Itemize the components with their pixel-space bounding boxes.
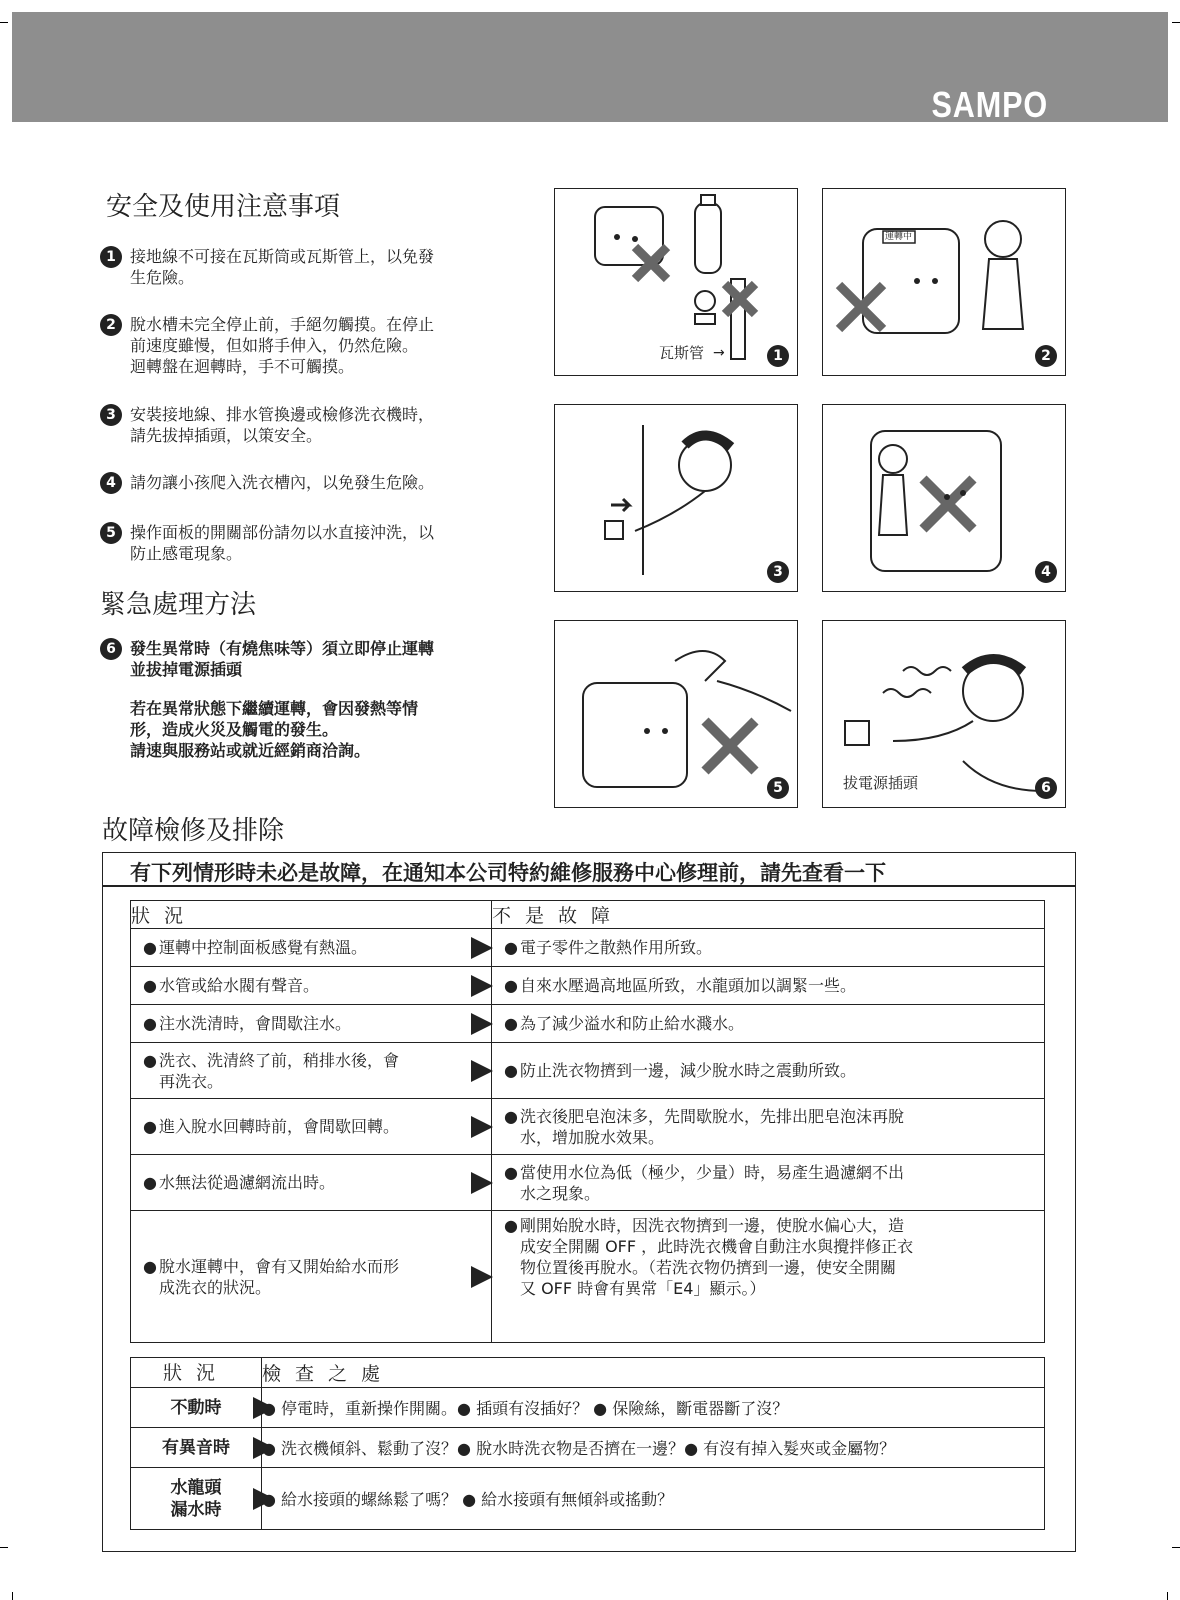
panel-number-badge: 5 [767,777,789,799]
text-line: 前速度雖慢，但如將手伸入，仍然危險。 [130,336,419,355]
crop-mark [1167,1592,1168,1600]
arrow-icon [253,1397,275,1419]
check-points-table [130,1357,1045,1530]
table-row: ● 水無法從過濾網流出時。 ● 當使用水位為低（極少，少量）時，易產生過濾網不出 水之現象。 [131,1155,1045,1211]
situation-text: 脫水運轉中，會有又開始給水而形 [159,1256,400,1276]
illustration-panel-6 [822,620,1066,808]
emergency-title: 緊急處理方法 [100,590,257,620]
explanation-text: 自來水壓過高地區所致，水龍頭加以調緊一些。 [520,976,857,995]
text-line: 迴轉盤在迴轉時，手不可觸摸。 [130,357,355,376]
panel-number-badge: 4 [1035,561,1057,583]
running-tag: 運轉中 [885,232,913,242]
text-line: 若在異常狀態下繼續運轉，會因發熱等情 [130,699,419,718]
explanation-text: 剛開始脫水時，因洗衣物擠到一邊，使脫水偏心大，造 [520,1216,905,1235]
safety-item-5 [100,522,500,564]
illustration-panel-4 [822,404,1066,592]
crop-mark [0,22,8,23]
illustration-panel-1 [554,188,798,376]
column-header-situation: 狀況 [131,901,492,929]
table-header-row [131,901,1045,929]
text-line: 並拔掉電源插頭 [130,660,243,679]
check-text: ● 停電時，重新操作開關。● 插頭有沒插好？ ● 保險絲，斷電器斷了沒？ [262,1388,1045,1428]
spinning-tub-warning-illustration [823,189,1066,376]
illustration-panel-2 [822,188,1066,376]
arrow-icon [471,1013,493,1035]
arrow-icon [471,1116,493,1138]
safety-item-4 [100,472,500,493]
situation-text: 進入脫水回轉時前，會間歇回轉。 [159,1117,400,1136]
text-line: 接地線不可接在瓦斯筒或瓦斯管上，以免發 [130,247,435,266]
check-text: ● 給水接頭的螺絲鬆了嗎？ ● 給水接頭有無傾斜或搖動？ [262,1468,1045,1530]
column-header-check: 檢查之處 [262,1358,1045,1388]
column-header-situation: 狀況 [131,1358,262,1388]
table-row: ● 洗衣、洗清終了前，稍排水後，會 再洗衣。 ● 防止洗衣物擠到一邊，減少脫水時之震動所致。 [131,1043,1045,1099]
table-header-row [131,1358,1045,1388]
explanation-text: 當使用水位為低（極少，少量）時，易產生過濾網不出 [520,1162,905,1182]
explanation-text: 水之現象。 [520,1183,601,1203]
crop-mark [1172,1547,1180,1548]
arrow-icon [471,1266,493,1288]
column-header-not-fault: 不是故障 [492,901,1045,929]
illustration-panel-5 [554,620,798,808]
child-climbing-warning-illustration [823,405,1066,592]
text-line: 防止感電現象。 [130,544,243,563]
explanation-text: 水，增加脫水效果。 [520,1127,665,1147]
situation-text: 水管或給水閥有聲音。 [159,976,320,995]
table-row [131,1468,1045,1530]
explanation-text: 洗衣後肥皂泡沫多，先間歇脫水，先排出肥皂泡沫再脫 [520,1106,905,1126]
explanation-text: 成安全開關 OFF ，此時洗衣機會自動注水與攪拌修正衣 [520,1237,914,1256]
situation-text: 注水洗清時，會間歇注水。 [159,1014,352,1033]
number-badge: 5 [100,522,122,544]
panel-number-badge: 3 [767,561,789,583]
illustration-panel-3 [554,404,798,592]
safety-title: 安全及使用注意事項 [106,192,341,222]
table-row: ● 運轉中控制面板感覺有熱溫。 ● 電子零件之散熱作用所致。 [131,929,1045,967]
arrow-icon [471,937,493,959]
situation-label: 有異音時 [162,1437,230,1458]
table-row [131,1428,1045,1468]
text-line: 安裝接地線、排水管換邊或檢修洗衣機時， [130,405,435,424]
explanation-text: 電子零件之散熱作用所致。 [520,938,713,957]
text-line: 發生異常時（有燒焦味等）須立即停止運轉 [130,639,435,658]
emergency-item-6 [100,638,500,761]
crop-mark [1172,22,1180,23]
header-bar [12,12,1168,125]
text-line: 生危險。 [130,268,195,287]
number-badge: 1 [100,246,122,268]
situation-text: 水無法從過濾網流出時。 [159,1173,336,1192]
number-badge: 6 [100,638,122,660]
situation-text: 洗衣、洗清終了前，稍排水後，會 [159,1050,400,1070]
explanation-text: 防止洗衣物擠到一邊，減少脫水時之震動所致。 [520,1061,857,1080]
text-line: 脫水槽未完全停止前，手絕勿觸摸。在停止 [130,315,435,334]
unplug-label: 拔電源插頭 [843,774,919,792]
troubleshooting-title: 故障檢修及排除 [102,816,285,846]
gas-pipe-label: 瓦斯管 [659,344,705,362]
troubleshooting-notice: 有下列情形時未必是故障，在通知本公司特約維修服務中心修理前，請先查看一下 [130,861,886,885]
no-water-on-panel-illustration [555,621,798,808]
not-a-fault-table [130,900,1045,1343]
panel-number-badge: 2 [1035,345,1057,367]
divider [102,885,1076,887]
situation-text: 運轉中控制面板感覺有熱溫。 [159,938,368,957]
arrow-icon [471,975,493,997]
situation-label: 漏水時 [170,1499,222,1520]
situation-label: 不動時 [170,1397,222,1418]
arrow-icon [253,1437,275,1459]
safety-item-2 [100,314,500,377]
number-badge: 3 [100,404,122,426]
safety-item-1 [100,246,500,288]
situation-text: 再洗衣。 [159,1071,224,1091]
explanation-text: 為了減少溢水和防止給水濺水。 [520,1014,745,1033]
table-row [131,1388,1045,1428]
text-line: 形，造成火災及觸電的發生。 [130,720,339,739]
arrow-icon [471,1172,493,1194]
panel-number-badge: 6 [1035,777,1057,799]
crop-mark [0,1547,8,1548]
table-row: ● 注水洗清時，會間歇注水。 ● 為了減少溢水和防止給水濺水。 [131,1005,1045,1043]
explanation-text: 物位置後再脫水。（若洗衣物仍擠到一邊，使安全開關 [520,1258,897,1277]
arrow-icon: → [713,345,725,361]
safety-item-3 [100,404,500,446]
text-line: 請速與服務站或就近經銷商洽詢。 [130,741,371,760]
table-row: ● 脫水運轉中，會有又開始給水而形 成洗衣的狀況。 ● 剛開始脫水時，因洗衣物擠到一邊，使脫水偏心大，造 成安全開關 OFF ，此時洗衣機會自動注水與攪拌修正衣 物位置後再脫水。（若洗衣物仍擠到一邊，使安全開關 又 OFF 時會有異常「E4」顯示。） [131,1211,1045,1343]
text-line: 請勿讓小孩爬入洗衣槽內，以免發生危險。 [130,473,435,492]
explanation-text: 又 OFF 時會有異常「E4」顯示。） [520,1279,766,1298]
text-line: 操作面板的開關部份請勿以水直接沖洗，以 [130,523,435,542]
arrow-icon [471,1060,493,1082]
check-text: ● 洗衣機傾斜、鬆動了沒？● 脫水時洗衣物是否擠在一邊？● 有沒有掉入髮夾或金屬物？ [262,1428,1045,1468]
number-badge: 2 [100,314,122,336]
arrow-icon [253,1488,275,1510]
table-row: ● 進入脫水回轉時前，會間歇回轉。 ● 洗衣後肥皂泡沫多，先間歇脫水，先排出肥皂泡沫再脫 水，增加脫水效果。 [131,1099,1045,1155]
number-badge: 4 [100,472,122,494]
crop-mark [12,1592,13,1600]
situation-label: 水龍頭 [170,1477,222,1498]
situation-text: 成洗衣的狀況。 [159,1277,272,1297]
table-row: ● 水管或給水閥有聲音。 ● 自來水壓過高地區所致，水龍頭加以調緊一些。 [131,967,1045,1005]
text-line: 請先拔掉插頭，以策安全。 [130,426,323,445]
brand-logo: SAMPO [931,84,1048,125]
unplug-before-service-illustration [555,405,798,592]
panel-number-badge: 1 [767,345,789,367]
